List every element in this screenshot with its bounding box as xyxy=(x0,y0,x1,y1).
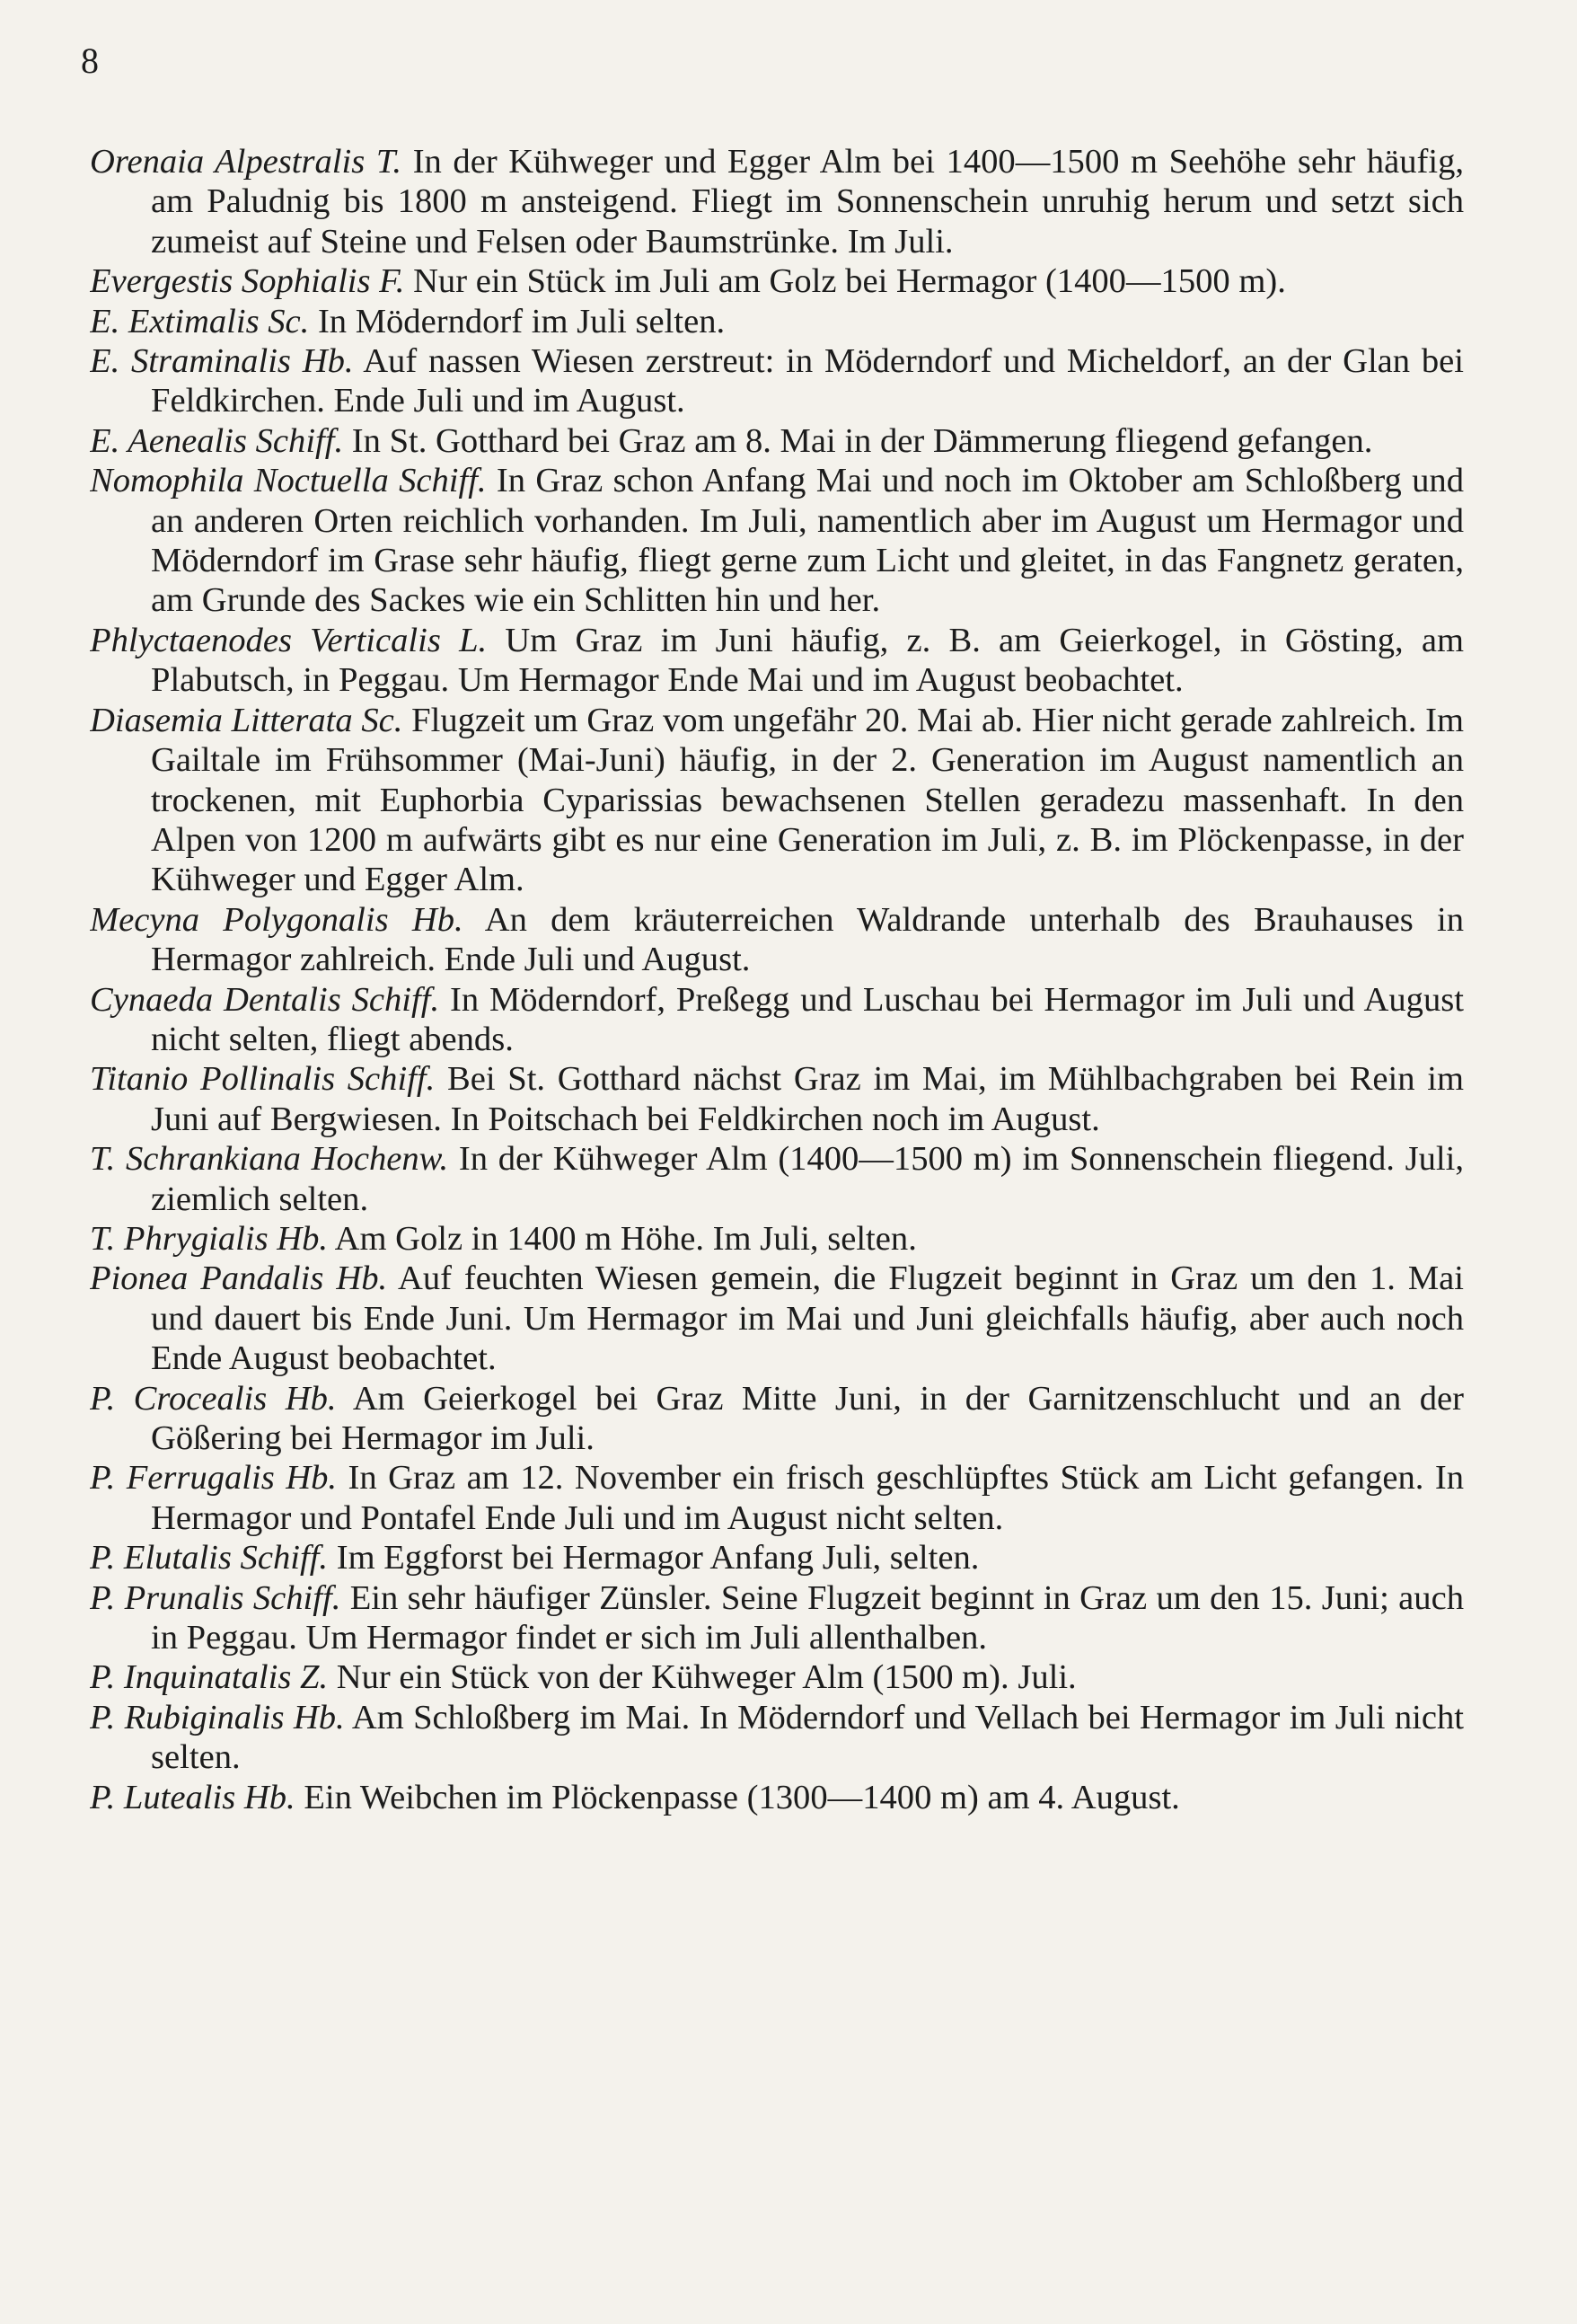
species-name: Orenaia Alpestralis T. xyxy=(90,143,402,181)
species-entry xyxy=(90,621,1464,701)
species-entry xyxy=(90,701,1464,900)
species-entry xyxy=(90,1219,1464,1259)
species-name: Mecyna Polygonalis Hb. xyxy=(90,900,463,939)
species-note: In der Kühweger Alm (1400—1500 m) im Sonnenschein fliegend. Juli, ziemlich selten. xyxy=(151,1140,1464,1218)
species-entry xyxy=(90,1778,1464,1817)
species-name: P. Crocealis Hb. xyxy=(90,1379,337,1418)
species-entry xyxy=(90,1538,1464,1577)
species-note: Nur ein Stück im Juli am Golz bei Hermagor (1400—1500 m). xyxy=(413,262,1286,301)
species-name: Phlyctaenodes Verticalis L. xyxy=(90,621,488,659)
species-note: In Möderndorf, Preßegg und Luschau bei Hermagor im Juli und August nicht selten, fliegt abends. xyxy=(151,980,1464,1058)
species-note: Ein sehr häufiger Zünsler. Seine Flugzeit beginnt in Graz um den 15. Juni; auch in Peggau. Um Hermagor findet er sich im Juli allenthalben. xyxy=(151,1578,1464,1657)
species-note: In Graz am 12. November ein frisch geschlüpftes Stück am Licht gefangen. In Hermagor und Pontafel Ende Juli und im August nicht selten. xyxy=(151,1459,1464,1537)
species-entry xyxy=(90,421,1464,461)
species-entry xyxy=(90,1059,1464,1139)
species-note: Am Schloßberg im Mai. In Möderndorf und Vellach bei Hermagor im Juli nicht selten. xyxy=(151,1698,1464,1777)
species-name: T. Schrankiana Hochenw. xyxy=(90,1140,449,1179)
species-note: Flugzeit um Graz vom ungefähr 20. Mai ab. Hier nicht gerade zahlreich. Im Gailtale im Frühsommer (Mai-Juni) häufig, in der 2. Generation im August namentlich an trockenen, mit Euphorbia Cyparissias bewachsenen Stellen geradezu massenhaft. In den Alpen von 1200 m aufwärts gibt es nur eine Generation im Juli, z. B. im Plöckenpasse, in der Kühweger und Egger Alm. xyxy=(151,701,1464,899)
species-name: P. Elutalis Schiff. xyxy=(90,1539,329,1577)
species-note: In Graz schon Anfang Mai und noch im Oktober am Schloßberg und an anderen Orten reichlich vorhanden. Im Juli, namentlich aber im August um Hermagor und Möderndorf im Grase sehr häufig, fliegt gerne zum Licht und gleitet, in das Fangnetz geraten, am Grunde des Sackes wie ein Schlitten hin und her. xyxy=(151,462,1464,620)
species-note: Auf feuchten Wiesen gemein, die Flugzeit beginnt in Graz um den 1. Mai und dauert bis Ende Juni. Um Hermagor im Mai und Juni gleichfalls häufig, aber auch noch Ende August beobachtet. xyxy=(151,1259,1464,1378)
species-name: P. Prunalis Schiff. xyxy=(90,1578,341,1617)
species-name: E. Extimalis Sc. xyxy=(90,302,310,340)
species-entry xyxy=(90,461,1464,621)
species-entry xyxy=(90,302,1464,341)
species-note: Am Golz in 1400 m Höhe. Im Juli, selten. xyxy=(334,1219,917,1258)
species-name: T. Phrygialis Hb. xyxy=(90,1219,329,1258)
page-number: 8 xyxy=(81,40,99,81)
species-entry xyxy=(90,1379,1464,1459)
species-name: Pionea Pandalis Hb. xyxy=(90,1259,388,1298)
species-entry xyxy=(90,341,1464,421)
species-note: Auf nassen Wiesen zerstreut: in Möderndorf und Micheldorf, an der Glan bei Feldkirchen. Ende Juli und im August. xyxy=(151,342,1464,420)
species-name: Nomophila Noctuella Schiff. xyxy=(90,462,487,500)
species-note: Um Graz im Juni häufig, z. B. am Geierkogel, in Gösting, am Plabutsch, in Peggau. Um Hermagor Ende Mai und im August beobachtet. xyxy=(151,621,1464,700)
species-name: Cynaeda Dentalis Schiff. xyxy=(90,980,440,1019)
species-name: E. Aenealis Schiff. xyxy=(90,421,344,460)
species-entry xyxy=(90,1578,1464,1658)
species-entry xyxy=(90,1139,1464,1219)
species-name: Titanio Pollinalis Schiff. xyxy=(90,1060,436,1099)
species-note: In der Kühweger und Egger Alm bei 1400—1500 m Seehöhe sehr häufig, am Paludnig bis 1800 m ansteigend. Fliegt im Sonnenschein unruhig herum und setzt sich zumeist auf Steine und Felsen oder Baumstrünke. Im Juli. xyxy=(151,143,1464,261)
species-entry xyxy=(90,261,1464,301)
species-list xyxy=(90,142,1464,2289)
species-name: E. Straminalis Hb. xyxy=(90,342,354,381)
species-name: P. Rubiginalis Hb. xyxy=(90,1698,345,1736)
species-name: Diasemia Litterata Sc. xyxy=(90,701,403,739)
species-note: Nur ein Stück von der Kühweger Alm (1500 m). Juli. xyxy=(336,1658,1077,1697)
species-note: Bei St. Gotthard nächst Graz im Mai, im Mühlbachgraben bei Rein im Juni auf Bergwiesen. In Poitschach bei Feldkirchen noch im August. xyxy=(151,1060,1464,1138)
species-name: Evergestis Sophialis F. xyxy=(90,262,405,301)
species-note: Im Eggforst bei Hermagor Anfang Juli, selten. xyxy=(336,1539,980,1577)
species-note: In Möderndorf im Juli selten. xyxy=(317,302,726,340)
species-note: An dem kräuterreichen Waldrande unterhalb des Brauhauses in Hermagor zahlreich. Ende Juli und August. xyxy=(151,900,1464,979)
species-entry xyxy=(90,980,1464,1060)
species-entry xyxy=(90,1458,1464,1538)
species-name: P. Ferrugalis Hb. xyxy=(90,1459,338,1498)
species-entry xyxy=(90,1657,1464,1697)
species-entry xyxy=(90,142,1464,261)
species-name: P. Lutealis Hb. xyxy=(90,1778,295,1816)
species-entry xyxy=(90,900,1464,980)
species-note: Ein Weibchen im Plöckenpasse (1300—1400 m) am 4. August. xyxy=(304,1778,1180,1816)
species-note: Am Geierkogel bei Graz Mitte Juni, in der Garnitzenschlucht und an der Gößering bei Hermagor im Juli. xyxy=(151,1379,1464,1457)
species-entry xyxy=(90,1259,1464,1378)
species-name: P. Inquinatalis Z. xyxy=(90,1658,329,1697)
species-note: In St. Gotthard bei Graz am 8. Mai in der Dämmerung fliegend gefangen. xyxy=(351,421,1373,460)
species-entry xyxy=(90,1698,1464,1778)
